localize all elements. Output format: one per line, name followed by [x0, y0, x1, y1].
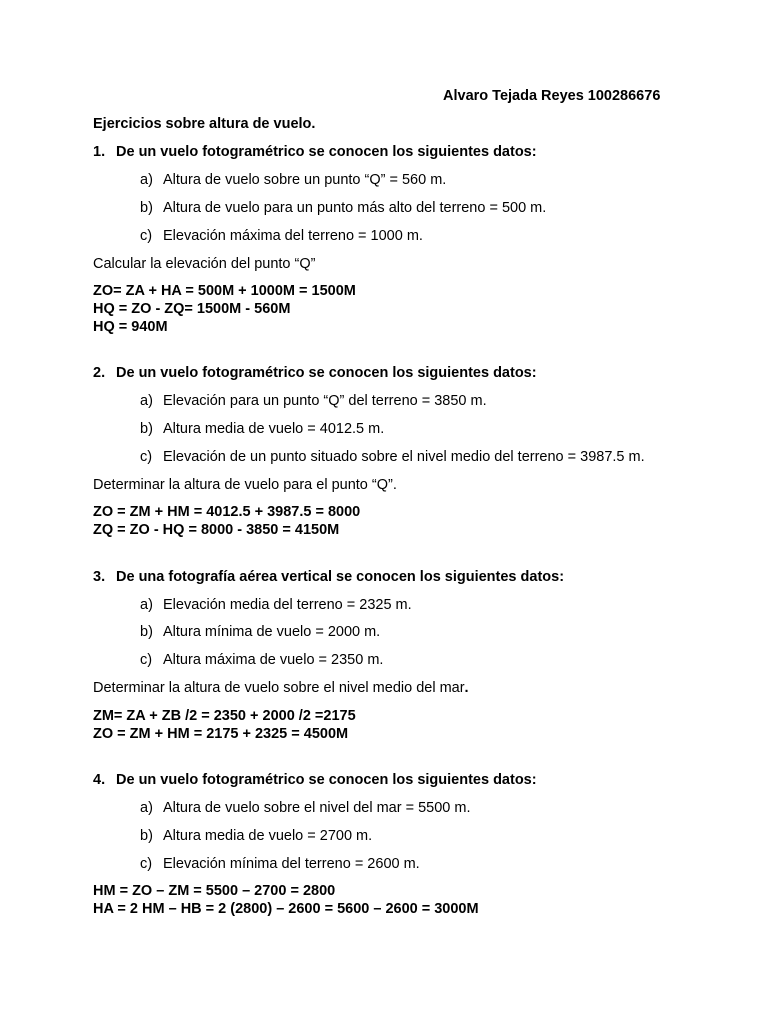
exercise-1-option-a: Altura de vuelo sobre un punto “Q” = 560 m. — [163, 172, 447, 188]
exercise-1-question: Calcular la elevación del punto “Q” — [93, 256, 316, 272]
exercise-1-number: 1. — [93, 144, 106, 160]
exercise-3-number: 3. — [93, 569, 106, 585]
exercise-4-option-a: Altura de vuelo sobre el nivel del mar = 5500 m. — [163, 800, 471, 816]
exercise-4-option-c: Elevación mínima del terreno = 2600 m. — [163, 856, 420, 872]
exercise-2-question: Determinar la altura de vuelo para el punto “Q”. — [93, 477, 397, 493]
exercise-1-option-a-letter: a) — [140, 172, 153, 188]
exercise-1-option-c: Elevación máxima del terreno = 1000 m. — [163, 228, 423, 244]
exercise-4-option-b-letter: b) — [140, 828, 153, 844]
exercise-3-option-a: Elevación media del terreno = 2325 m. — [163, 597, 412, 613]
author-line: Alvaro Tejada Reyes 100286676 — [443, 88, 661, 104]
exercise-4-option-c-letter: c) — [140, 856, 153, 872]
exercise-2-solution-line-2: ZQ = ZO - HQ = 8000 - 3850 = 4150M — [93, 522, 340, 538]
exercise-1-solution-line-1: ZO= ZA + HA = 500M + 1000M = 1500M — [93, 283, 356, 299]
exercise-2-option-c: Elevación de un punto situado sobre el nivel medio del terreno = 3987.5 m. — [163, 449, 645, 465]
exercise-2-option-a: Elevación para un punto “Q” del terreno = 3850 m. — [163, 393, 487, 409]
exercise-2-solution-line-1: ZO = ZM + HM = 4012.5 + 3987.5 = 8000 — [93, 504, 361, 520]
exercise-3-solution-line-1: ZM= ZA + ZB /2 = 2350 + 2000 /2 =2175 — [93, 708, 356, 724]
exercise-3-option-c: Altura máxima de vuelo = 2350 m. — [163, 652, 384, 668]
exercise-2-option-c-letter: c) — [140, 449, 153, 465]
exercise-3-question-text: Determinar la altura de vuelo sobre el nivel medio del mar — [93, 680, 465, 696]
exercise-3-option-b: Altura mínima de vuelo = 2000 m. — [163, 624, 381, 640]
exercise-2-option-a-letter: a) — [140, 393, 153, 409]
exercise-2-number: 2. — [93, 365, 106, 381]
exercise-4-number: 4. — [93, 772, 106, 788]
exercise-3-question-period: . — [464, 680, 469, 696]
exercise-4-option-a-letter: a) — [140, 800, 153, 816]
exercise-2-option-b-letter: b) — [140, 421, 153, 437]
exercise-1-solution-line-3: HQ = 940M — [93, 319, 168, 335]
exercise-2-option-b: Altura media de vuelo = 4012.5 m. — [163, 421, 385, 437]
exercise-4-solution-line-2: HA = 2 HM – HB = 2 (2800) – 2600 = 5600 – 2600 = 3000M — [93, 901, 479, 917]
exercise-4-option-b: Altura media de vuelo = 2700 m. — [163, 828, 373, 844]
exercise-1-statement: De un vuelo fotogramétrico se conocen los siguientes datos: — [116, 144, 537, 160]
exercise-3-statement: De una fotografía aérea vertical se conocen los siguientes datos: — [116, 569, 565, 585]
exercise-1-option-b-letter: b) — [140, 200, 153, 216]
exercise-3-option-b-letter: b) — [140, 624, 153, 640]
exercise-3-solution-line-2: ZO = ZM + HM = 2175 + 2325 = 4500M — [93, 726, 349, 742]
exercise-2-statement: De un vuelo fotogramétrico se conocen los siguientes datos: — [116, 365, 537, 381]
document-heading: Ejercicios sobre altura de vuelo. — [93, 116, 316, 132]
exercise-3-option-a-letter: a) — [140, 597, 153, 613]
exercise-1-option-c-letter: c) — [140, 228, 153, 244]
exercise-4-statement: De un vuelo fotogramétrico se conocen los siguientes datos: — [116, 772, 537, 788]
exercise-4-solution-line-1: HM = ZO – ZM = 5500 – 2700 = 2800 — [93, 883, 336, 899]
exercise-3-option-c-letter: c) — [140, 652, 153, 668]
exercise-3-question — [93, 679, 469, 697]
exercise-1-solution-line-2: HQ = ZO - ZQ= 1500M - 560M — [93, 301, 291, 317]
exercise-1-option-b: Altura de vuelo para un punto más alto del terreno = 500 m. — [163, 200, 547, 216]
